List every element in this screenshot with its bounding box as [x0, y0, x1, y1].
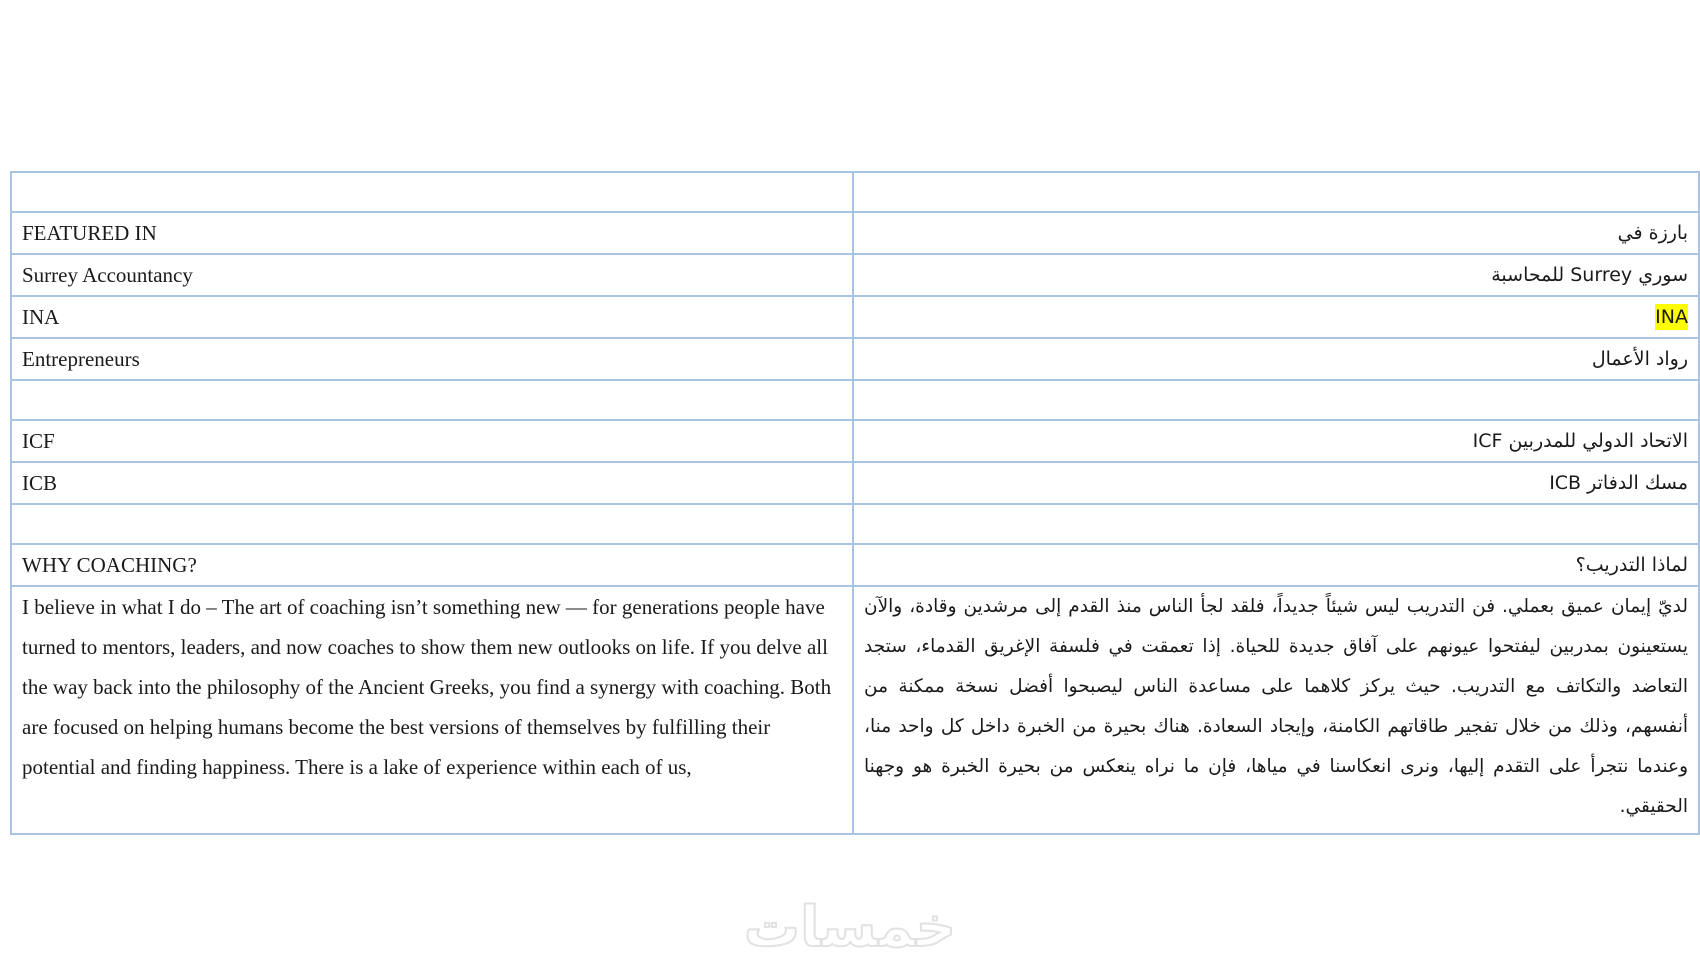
english-cell: INA [11, 296, 853, 338]
table-row [11, 586, 1699, 834]
watermark-logo: خمسات [743, 895, 957, 960]
bilingual-table [10, 171, 1700, 835]
table-row [11, 296, 1699, 338]
english-cell: ICB [11, 462, 853, 504]
table-row [11, 544, 1699, 586]
arabic-cell: لماذا التدريب؟ [853, 544, 1699, 586]
english-cell: Entrepreneurs [11, 338, 853, 380]
english-cell: ICF [11, 420, 853, 462]
arabic-cell [853, 172, 1699, 212]
english-paragraph: I believe in what I do – The art of coaching isn’t something new — for generations people have turned to mentors, leaders, and now coaches to show them new outlooks on life. If you delve all the way back into the philosophy of the Ancient Greeks, you find a synergy with coaching. Both are focused on helping humans become the best versions of themselves by fulfilling their potential and finding happiness. There is a lake of experience within each of us, [11, 586, 853, 834]
arabic-paragraph: لديّ إيمان عميق بعملي. فن التدريب ليس شيئاً جديداً، فلقد لجأ الناس منذ القدم إلى مرشدين وقادة، والآن يستعينون بمدربين ليفتحوا عيونهم على آفاق جديدة للحياة. إذا تعمقت في فلسفة الإغريق القدماء، ستجد التعاضد والتكاتف مع التدريب. حيث يركز كلاهما على مساعدة الناس ليصبحوا أفضل نسخة ممكنة من أنفسهم، وذلك من خلال تفجير طاقاتهم الكامنة، وإيجاد السعادة. هناك بحيرة من الخبرة داخل كل واحد منا، وعندما نتجرأ على التقدم إليها، ونرى انعكاسنا في مياها، فإن ما نراه ينعكس من بحيرة الخبرة هو وجهنا الحقيقي. [853, 586, 1699, 834]
english-cell [11, 380, 853, 420]
english-cell: FEATURED IN [11, 212, 853, 254]
highlighted-text: INA [1655, 306, 1688, 328]
arabic-cell [853, 296, 1699, 338]
arabic-cell [853, 504, 1699, 544]
table-row [11, 254, 1699, 296]
table-row [11, 420, 1699, 462]
arabic-cell: رواد الأعمال [853, 338, 1699, 380]
table-row [11, 504, 1699, 544]
table-row [11, 212, 1699, 254]
english-cell [11, 172, 853, 212]
table-row [11, 462, 1699, 504]
table-row [11, 380, 1699, 420]
english-cell [11, 504, 853, 544]
arabic-cell: بارزة في [853, 212, 1699, 254]
english-cell: WHY COACHING? [11, 544, 853, 586]
table-row [11, 338, 1699, 380]
arabic-cell: الاتحاد الدولي للمدربين ICF [853, 420, 1699, 462]
arabic-cell [853, 380, 1699, 420]
arabic-cell: مسك الدفاتر ICB [853, 462, 1699, 504]
arabic-cell: سوري Surrey للمحاسبة [853, 254, 1699, 296]
english-cell: Surrey Accountancy [11, 254, 853, 296]
table-row [11, 172, 1699, 212]
